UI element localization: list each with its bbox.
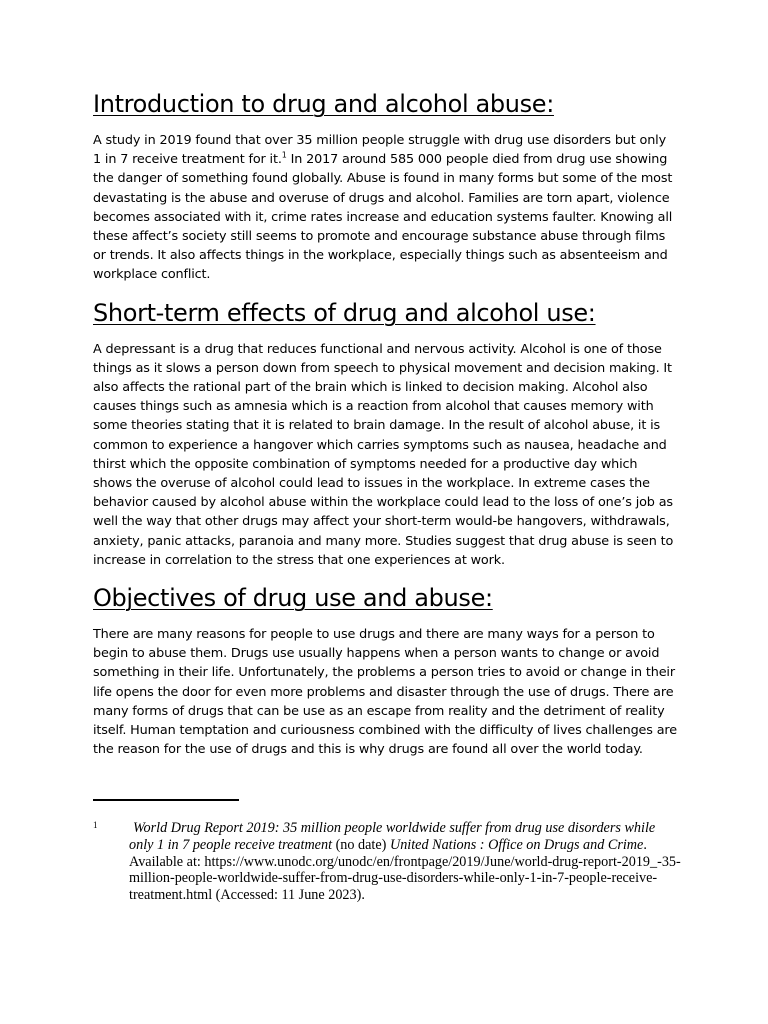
paragraph-short-term-effects: A depressant is a drug that reduces functional and nervous activity. Alcohol is one of those things as it slows a person down from speech to physical movement and decision making. It also affects the rational part of the brain which is linked to decision making. Alcohol also causes things such as amnesia which is a reaction from alcohol that causes memory with some theories stating that it is related to brain damage. In the result of alcohol abuse, it is common to experience a hangover which carries symptoms such as nausea, headache and thirst which the opposite combination of symptoms needed for a productive day which shows the overuse of alcohol could lead to issues in the workplace. In extreme cases the behavior caused by alcohol abuse within the workplace could lead to the loss of one’s job as well the way that other drugs may affect your short-term would-be hangovers, withdrawals, anxiety, panic attacks, paranoia and many more. Studies suggest that drug abuse is seen to increase in correlation to the stress that one experiences at work. xyxy=(93,341,674,568)
footnote-date-note: (no date) xyxy=(332,836,390,853)
footnote-separator xyxy=(93,799,239,801)
footnote-title: World Drug Report 2019: 35 million people worldwide suffer from drug use disorders while only 1 in 7 people receive treatment xyxy=(129,820,656,853)
footnote-publisher: United Nations : Office on Drugs and Crime xyxy=(389,836,644,853)
paragraph-objectives: There are many reasons for people to use drugs and there are many ways for a person to begin to abuse them. Drugs use usually happens when a person wants to change or avoid something in their life. Unfortunately, the problems a person tries to avoid or change in their life opens the door for even more problems and disaster through the use of drugs. There are many forms of drugs that can be use as an escape from reality and the detriment of reality itself. Human temptation and curiousness combined with the difficulty of lives challenges are the reason for the use of drugs and this is why drugs are found all over the world today. xyxy=(93,627,677,758)
paragraph-introduction-part-1: A study in 2019 found that over 35 million people struggle with drug use disorders but only 1 in 7 receive treatment for it. xyxy=(93,133,667,168)
footnote-marker: 1 xyxy=(93,820,98,830)
footnote-text xyxy=(129,820,683,904)
heading-introduction: Introduction to drug and alcohol abuse: xyxy=(93,90,554,118)
paragraph-introduction xyxy=(93,131,677,285)
footnote-reference[interactable]: 1 xyxy=(281,150,287,160)
footnote xyxy=(93,820,683,904)
heading-short-term-effects: Short-term effects of drug and alcohol use: xyxy=(93,298,596,327)
heading-objectives: Objectives of drug use and abuse: xyxy=(93,584,493,613)
footnote-url-text[interactable]: . Available at: https://www.unodc.org/unodc/en/frontpage/2019/June/world-drug-report-2019_-35-million-people-worldwide-suffer-from-drug-use-disorders-while-only-1-in-7-people-receive-treatment.html (Accessed: 11 June 2023). xyxy=(129,836,681,904)
paragraph-introduction-part-2: In 2017 around 585 000 people died from drug use showing the danger of something found globally. Abuse is found in many forms but some of the most devastating is the abuse and overuse of drugs and alcohol. Families are torn apart, violence becomes associated with it, crime rates increase and education systems faulter. Knowing all these affect’s society still seems to promote and encourage substance abuse through films or trends. It also affects things in the workplace, especially things such as absenteeism and workplace conflict. xyxy=(93,152,673,283)
document-body xyxy=(93,86,677,771)
